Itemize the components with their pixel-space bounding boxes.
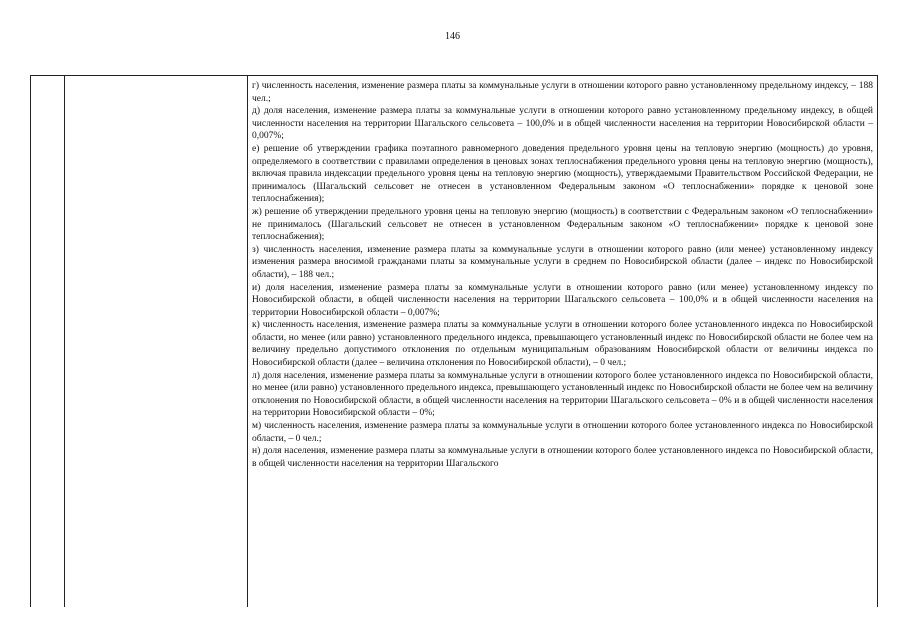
table-column-content: [248, 76, 877, 607]
table-column-index: [31, 76, 65, 607]
paragraph-i: и) доля населения, изменение размера платы за коммунальные услуги в отношении которого равно (или менее) установленному индексу по Новосибирской области, в общей численности населения на территории Шагальского сельсовета – 100,0% и в общей численности населения на территории Новосибирской области – 0,007%;: [252, 282, 873, 318]
paragraph-k: к) численность населения, изменение размера платы за коммунальные услуги в отношении которого более установленного индекса по Новосибирской области, но менее (или равно) установленного предельного индекса, превышающего установленный индекс по Новосибирской области не более чем на величину предельно допустимого отклонения по отдельным муниципальным образованиям Новосибирской области от величины индекса по Новосибирской области (далее – величина отклонения по Новосибирской области), – 0 чел.;: [252, 320, 873, 369]
paragraph-zh: ж) решение об утверждении предельного уровня цены на тепловую энергию (мощность) в соответствии с Федеральным законом «О теплоснабжении» не принималось (Шагальский сельсовет не отнесен в установленном Федеральным законом «О теплоснабжении» порядке к ценовой зоне теплоснабжения);: [252, 206, 873, 243]
page-number: 146: [445, 31, 460, 42]
paragraph-m: м) численность населения, изменение размера платы за коммунальные услуги в отношении которого более установленного индекса по Новосибирской области, – 0 чел.;: [252, 421, 873, 444]
paragraph-n: н) доля населения, изменение размера платы за коммунальные услуги в отношении которого более установленного индекса по Новосибирской области, в общей численности населения на территории Шагальского: [252, 446, 873, 469]
paragraph-l: л) доля населения, изменение размера платы за коммунальные услуги в отношении которого более установленного индекса по Новосибирской области, но менее (или равно) установленного предельного индекса, превышающего установленный индекс по Новосибирской области не более чем на величину отклонения по Новосибирской области, в общей численности населения на территории Шагальского сельсовета – 0% и в общей численности населения на территории Новосибирской области – 0%;: [252, 370, 873, 419]
document-table: [30, 75, 878, 607]
table-column-name: [65, 76, 248, 607]
paragraph-e: е) решение об утверждении графика поэтапного равномерного доведения предельного уровня цены на тепловую энергию (мощность) до уровня, определяемого в соответствии с правилами определения в ценовых зонах теплоснабжения предельного уровня цены на тепловую энергию (мощность), включая правила индексации предельного уровня цены на тепловую энергию (мощность), утверждаемыми Правительством Российской Федерации, не принималось (Шагальский сельсовет не отнесен в установленном Федеральным законом «О теплоснабжении» порядке к ценовой зоне теплоснабжения);: [252, 143, 873, 205]
paragraph-g: г) численность населения, изменение размера платы за коммунальные услуги в отношении которого равно установленному предельному индексу, – 188 чел.;: [252, 81, 873, 104]
paragraph-z: з) численность населения, изменение размера платы за коммунальные услуги в отношении которого равно (или менее) установленному индексу изменения размера вносимой гражданами платы за коммунальные услуги в среднем по Новосибирской области (далее – индекс по Новосибирской области), – 188 чел.;: [252, 244, 873, 280]
paragraph-d: д) доля населения, изменение размера платы за коммунальные услуги в отношении которого равно установленному предельному индексу, в общей численности населения на территории Шагальского сельсовета – 100,0% и в общей численности населения на территории Новосибирской области – 0,007%;: [252, 106, 873, 142]
